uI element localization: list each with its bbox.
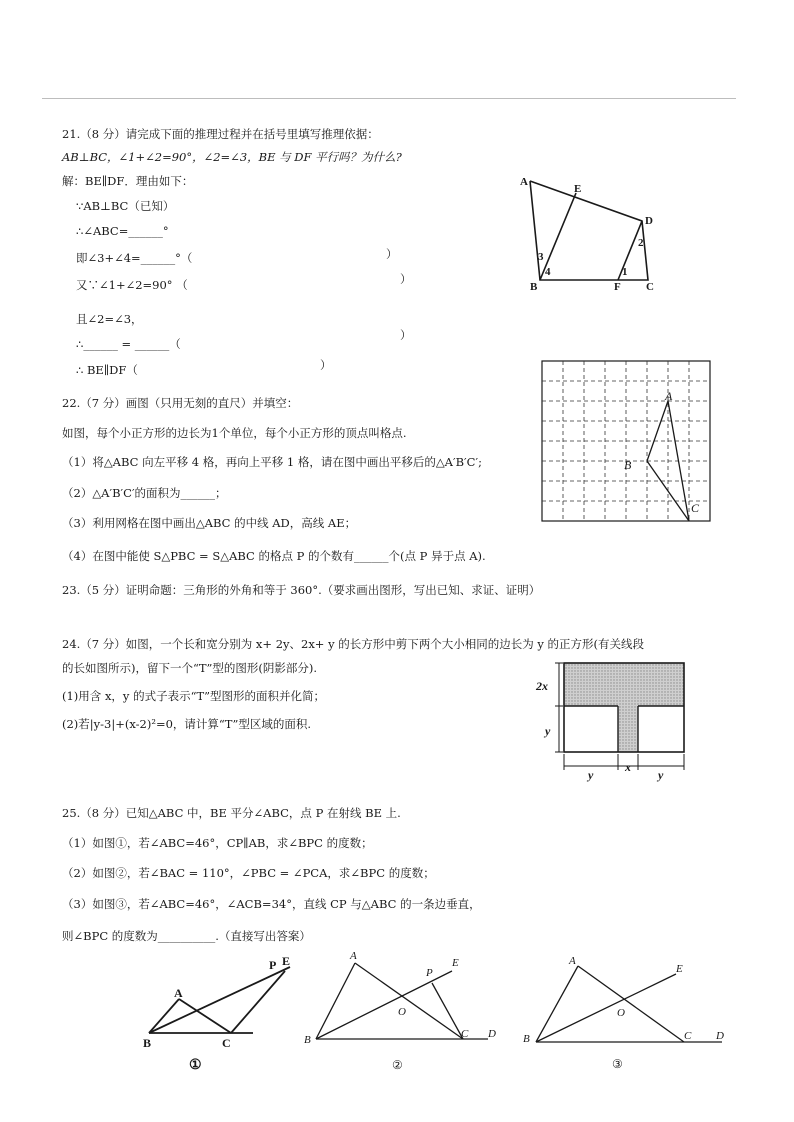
q21-step-3: 即∠3+∠4=______°（ bbox=[76, 251, 193, 265]
q24-part-1: (1)用含 x，y 的式子表示“T”型图形的面积并化简； bbox=[62, 689, 326, 703]
q25-fig3-label-c: C bbox=[684, 1030, 692, 1042]
q23-title: 23.（5 分）证明命题：三角形的外角和等于 360°.（要求画出图形，写出已知、求证、证明） bbox=[62, 583, 541, 597]
q21-step-4: 又∵∠1+∠2=90° （ bbox=[76, 278, 188, 292]
q25-fig2-label-a: A bbox=[350, 950, 357, 962]
q21-title: 21.（8 分）请完成下面的推理过程并在括号里填写推理依据： bbox=[62, 127, 379, 141]
q24-line-1: 24.（7 分）如图，一个长和宽分别为 x+ 2y、2x+ y 的长方形中剪下两个大小相同的边长为 y 的正方形(有关线段 bbox=[62, 637, 645, 651]
q21-figure bbox=[520, 168, 670, 294]
q21-label-angle-2: 2 bbox=[638, 237, 644, 249]
q21-label-d: D bbox=[645, 215, 653, 227]
q21-label-c: C bbox=[646, 281, 654, 293]
q25-fig1-label-c: C bbox=[222, 1036, 231, 1050]
q25-fig3-label-b: B bbox=[523, 1033, 530, 1045]
q21-label-e: E bbox=[574, 183, 582, 195]
q25-fig2-label-c: C bbox=[461, 1028, 469, 1040]
q21-label-angle-3: 3 bbox=[538, 251, 544, 263]
q25-figure-3 bbox=[518, 948, 738, 1076]
q21-condition: AB⊥BC，∠1+∠2=90°，∠2=∠3，BE 与 DF 平行吗？为什么? bbox=[62, 150, 402, 164]
q24-figure bbox=[532, 658, 700, 782]
q25-title: 25.（8 分）已知△ABC 中，BE 平分∠ABC，点 P 在射线 BE 上. bbox=[62, 806, 401, 820]
q25-fig3-label-d: D bbox=[716, 1030, 724, 1042]
q25-fig3-label-a: A bbox=[569, 955, 576, 967]
q24-label-y-bottom-2: y bbox=[658, 768, 664, 782]
q25-fig2-label-p: P bbox=[426, 967, 433, 979]
q22-part-4: （4）在图中能使 S△PBC = S△ABC 的格点 P 的个数有______个(点 P 异于点 A). bbox=[62, 549, 486, 563]
q21-label-f: F bbox=[614, 281, 621, 293]
q25-fig1-label-e: E bbox=[282, 955, 291, 968]
q25-figure-1 bbox=[135, 955, 305, 1075]
q22-intro: 如图，每个小正方形的边长为1个单位，每个小正方形的顶点叫格点. bbox=[62, 426, 407, 440]
q25-fig1-number: ① bbox=[189, 1058, 202, 1073]
q25-fig1-label-b: B bbox=[143, 1036, 152, 1050]
q22-part-1: （1）将△ABC 向左平移 4 格，再向上平移 1 格，请在图中画出平移后的△A′B′C′; bbox=[62, 455, 482, 469]
q21-step-2: ∴∠ABC=______° bbox=[76, 224, 169, 238]
q25-fig2-number: ② bbox=[392, 1058, 403, 1072]
q25-figure-2 bbox=[300, 945, 510, 1075]
q24-label-x: x bbox=[625, 760, 631, 774]
q25-part-4: 则∠BPC 的度数为__________.（直接写出答案） bbox=[62, 929, 311, 943]
q25-fig2-label-b: B bbox=[304, 1034, 311, 1046]
q21-label-b: B bbox=[530, 281, 538, 293]
q22-grid-figure bbox=[537, 356, 715, 526]
q24-part-2: (2)若|y-3|+(x-2)²=0，请计算“T”型区域的面积. bbox=[62, 717, 311, 731]
q24-t-shape bbox=[564, 663, 684, 752]
q22-part-2: （2）△A′B′C′的面积为______； bbox=[62, 486, 227, 500]
q21-step-4-close: ） bbox=[400, 272, 412, 286]
q21-step-6-close: ） bbox=[400, 328, 412, 342]
q25-part-2: （2）如图②，若∠BAC = 110°，∠PBC = ∠PCA，求∠BPC 的度数； bbox=[62, 866, 435, 880]
q21-answer-intro: 解：BE∥DF．理由如下： bbox=[62, 174, 194, 188]
q21-step-6: ∴______ = ______（ bbox=[76, 337, 181, 351]
q21-label-angle-1: 1 bbox=[622, 266, 628, 278]
q25-part-3: （3）如图③，若∠ABC=46°，∠ACB=34°，直线 CP 与△ABC 的一条边垂直， bbox=[62, 897, 481, 911]
q24-label-2x: 2x bbox=[536, 679, 548, 693]
q24-label-y-left: y bbox=[545, 724, 551, 738]
q25-fig1-label-a: A bbox=[174, 986, 183, 1000]
q21-step-1: ∵AB⊥BC（已知） bbox=[76, 199, 175, 213]
q22-label-a: A bbox=[665, 389, 673, 403]
q21-step-5: 且∠2=∠3， bbox=[76, 312, 143, 326]
q25-part-1: （1）如图①，若∠ABC=46°，CP∥AB，求∠BPC 的度数； bbox=[62, 836, 373, 850]
q22-part-3: （3）利用网格在图中画出△ABC 的中线 AD，高线 AE； bbox=[62, 516, 357, 530]
q25-fig2-label-d: D bbox=[488, 1028, 496, 1040]
q25-fig3-number: ③ bbox=[612, 1057, 623, 1071]
q21-step-7-close: ） bbox=[320, 358, 332, 372]
q21-label-angle-4: 4 bbox=[545, 266, 551, 278]
q25-fig3-label-e: E bbox=[676, 963, 683, 975]
top-divider bbox=[42, 98, 736, 99]
q21-step-3-close: ） bbox=[386, 247, 398, 261]
q25-fig2-label-o: O bbox=[398, 1006, 406, 1018]
q21-step-7: ∴ BE∥DF（ bbox=[76, 363, 138, 377]
q24-label-y-bottom-1: y bbox=[588, 768, 594, 782]
q21-label-a: A bbox=[520, 176, 528, 188]
q24-line-2: 的长如图所示)，留下一个“T”型的图形(阴影部分). bbox=[62, 661, 318, 675]
q22-title: 22.（7 分）画图（只用无刻的直尺）并填空： bbox=[62, 396, 299, 410]
q25-fig3-label-o: O bbox=[617, 1007, 625, 1019]
q25-fig2-label-e: E bbox=[452, 957, 459, 969]
q25-fig1-label-p: P bbox=[269, 958, 277, 972]
q22-label-c: C bbox=[691, 501, 700, 515]
q22-label-b: B bbox=[624, 458, 632, 472]
